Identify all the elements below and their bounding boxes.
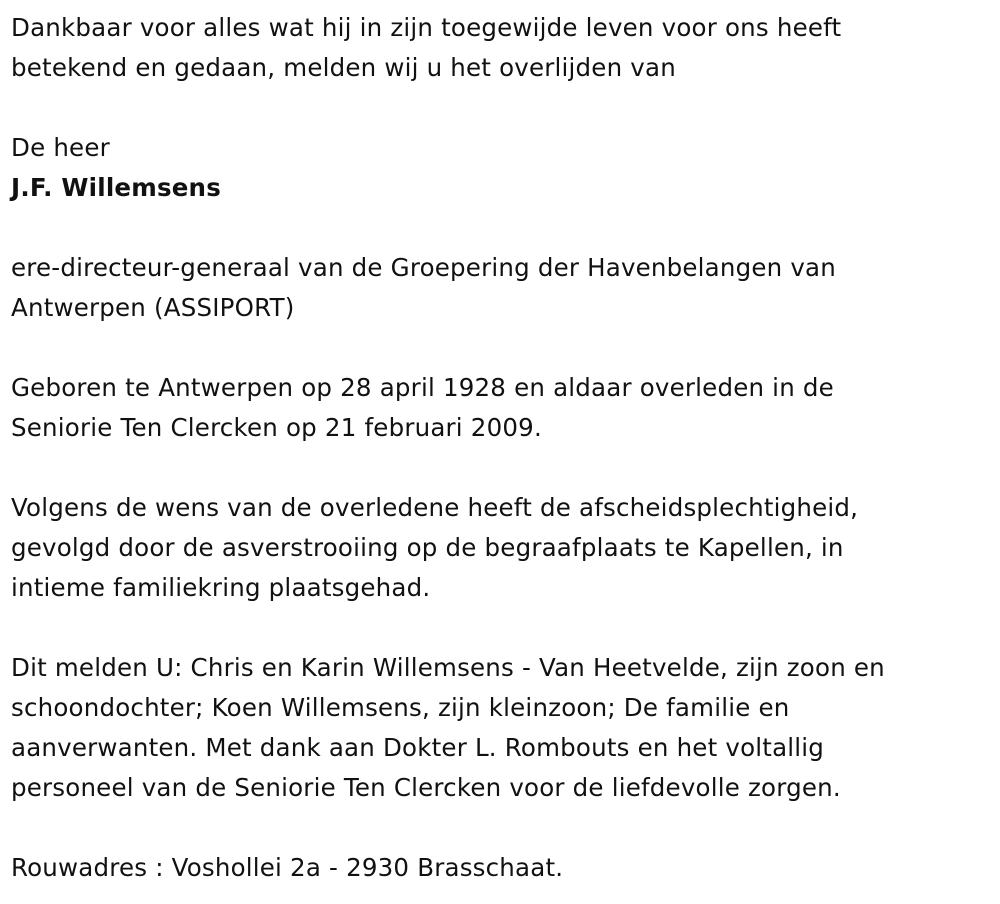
birth-death-paragraph (11, 368, 991, 448)
intro-line: betekend en gedaan, melden wij u het overlijden van (11, 53, 676, 82)
paragraph-gap (11, 88, 991, 128)
paragraph-gap (11, 608, 991, 648)
paragraph-gap (11, 208, 991, 248)
ceremony-line: Volgens de wens van de overledene heeft de afscheidsplechtigheid, (11, 493, 859, 522)
intro-paragraph (11, 8, 991, 88)
title-line: ere-directeur-generaal van de Groepering der Havenbelangen van (11, 253, 837, 282)
family-line: aanverwanten. Met dank aan Dokter L. Rombouts en het voltallig (11, 733, 825, 762)
ceremony-paragraph (11, 488, 991, 608)
intro-line: Dankbaar voor alles wat hij in zijn toegewijde leven voor ons heeft (11, 13, 842, 42)
family-paragraph (11, 648, 991, 808)
title-paragraph (11, 248, 991, 328)
funeral-address: Rouwadres : Voshollei 2a - 2930 Brasschaat. (11, 853, 564, 882)
family-line: schoondochter; Koen Willemsens, zijn kleinzoon; De familie en (11, 693, 790, 722)
deceased-name: J.F. Willemsens (11, 173, 221, 202)
ceremony-line: gevolgd door de asverstrooiing op de begraafplaats te Kapellen, in (11, 533, 844, 562)
death-notice (11, 8, 991, 888)
paragraph-gap (11, 808, 991, 848)
family-line: personeel van de Seniorie Ten Clercken voor de liefdevolle zorgen. (11, 773, 841, 802)
paragraph-gap (11, 448, 991, 488)
title-line: Antwerpen (ASSIPORT) (11, 293, 295, 322)
family-line: Dit melden U: Chris en Karin Willemsens - Van Heetvelde, zijn zoon en (11, 653, 885, 682)
ceremony-line: intieme familiekring plaatsgehad. (11, 573, 431, 602)
salutation: De heer (11, 133, 110, 162)
birth-death-line: Seniorie Ten Clercken op 21 februari 2009. (11, 413, 542, 442)
paragraph-gap (11, 328, 991, 368)
birth-death-line: Geboren te Antwerpen op 28 april 1928 en aldaar overleden in de (11, 373, 834, 402)
